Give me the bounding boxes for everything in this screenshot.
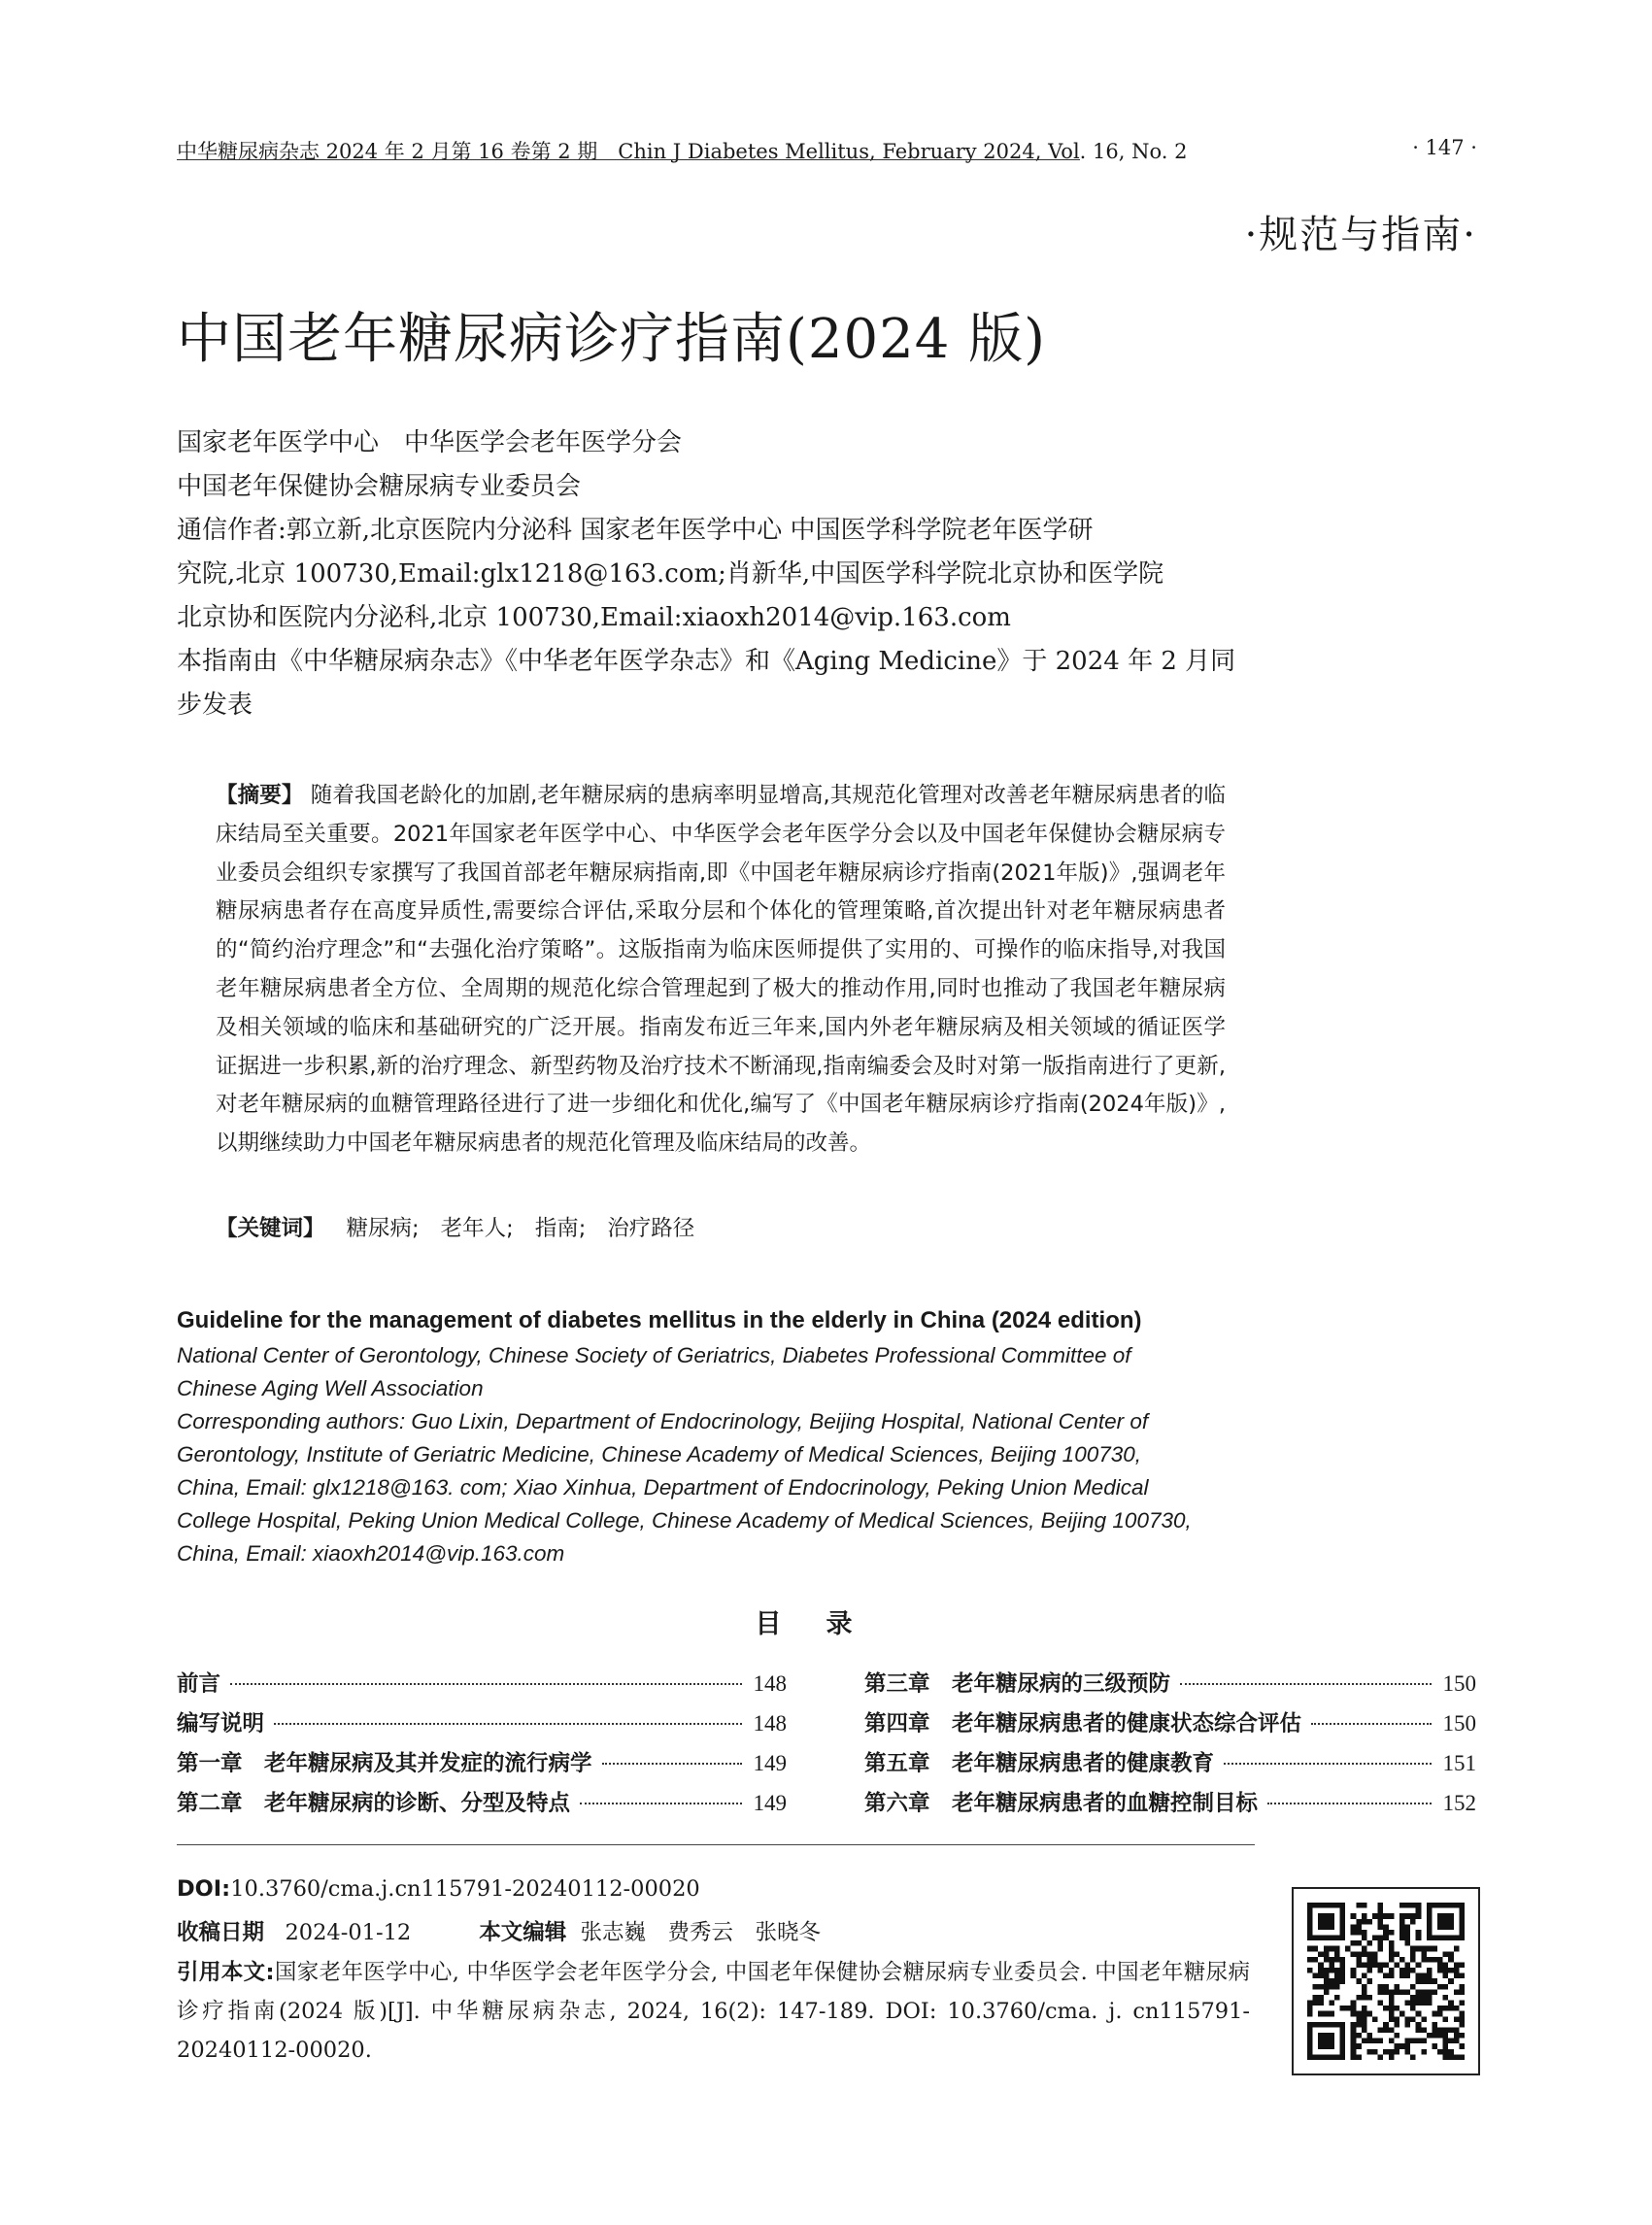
keywords-label: 【关键词】: [216, 1216, 325, 1241]
toc-leader-dots: [274, 1723, 742, 1725]
footer-rule: [177, 1844, 1255, 1845]
citation: [177, 1953, 1250, 2070]
publication-note-line: 本指南由《中华糖尿病杂志》《中华老年医学杂志》和《Aging Medicine》于 2024 年 2 月同: [177, 647, 1236, 676]
received-editor-line: [177, 1915, 821, 1946]
toc-entry-label: 第三章 老年糖尿病的三级预防: [864, 1671, 1171, 1697]
running-header: 中华糖尿病杂志 2024 年 2 月第 16 卷第 2 期 Chin J Diabetes Mellitus, February 2024, Vol. 16, No. 2: [177, 140, 1188, 163]
toc-entry-page: 149: [753, 1791, 787, 1815]
english-corresponding-line: China, Email: xiaoxh2014@vip.163.com: [177, 1541, 565, 1566]
abstract-label: 【摘要】: [216, 783, 304, 808]
toc-heading: 目录: [755, 1609, 897, 1639]
toc-leader-dots: [1311, 1723, 1432, 1725]
toc-left-column: [177, 1667, 787, 1826]
english-authors-line: National Center of Gerontology, Chinese Society of Geriatrics, Diabetes Professional Committee of: [177, 1343, 1131, 1367]
keyword: 糖尿病;: [346, 1216, 420, 1241]
abstract: [216, 777, 1226, 1163]
citation-text: 国家老年医学中心, 中华医学会老年医学分会, 中国老年保健协会糖尿病专业委员会. 中国老年糖尿病诊疗指南(2024 版)[J]. 中华糖尿病杂志, 2024, 16(2): 147-189. DOI: 10.3760/cma. j. cn115791-20240112-00020.: [177, 1960, 1251, 2063]
toc-leader-dots: [1267, 1803, 1432, 1804]
toc-entry-label: 第二章 老年糖尿病的诊断、分型及特点: [177, 1791, 571, 1816]
english-title: Guideline for the management of diabetes mellitus in the elderly in China (2024 edition): [177, 1307, 1142, 1333]
author-organization-line: 国家老年医学中心 中华医学会老年医学分会: [177, 428, 683, 457]
toc-entry-page: 150: [1442, 1711, 1476, 1736]
toc-entry-label: 第四章 老年糖尿病患者的健康状态综合评估: [864, 1711, 1302, 1736]
publication-note-line: 步发表: [177, 691, 253, 720]
toc-entry-page: 150: [1442, 1671, 1476, 1696]
toc-entry-label: 第一章 老年糖尿病及其并发症的流行病学: [177, 1751, 592, 1776]
keyword: 治疗路径: [607, 1216, 695, 1241]
abstract-text: 随着我国老龄化的加剧,老年糖尿病的患病率明显增高,其规范化管理对改善老年糖尿病患者的临床结局至关重要。2021年国家老年医学中心、中华医学会老年医学分会以及中国老年保健协会糖尿病专业委员会组织专家撰写了我国首部老年糖尿病指南,即《中国老年糖尿病诊疗指南(2021年版)》,强调老年糖尿病患者存在高度异质性,需要综合评估,采取分层和个体化的管理策略,首次提出针对老年糖尿病患者的“简约治疗理念”和“去强化治疗策略”。这版指南为临床医师提供了实用的、可操作的临床指导,对我国老年糖尿病患者全方位、全周期的规范化综合管理起到了极大的推动作用,同时也推动了我国老年糖尿病及相关领域的临床和基础研究的广泛开展。指南发布近三年来,国内外老年糖尿病及相关领域的循证医学证据进一步积累,新的治疗理念、新型药物及治疗技术不断涌现,指南编委会及时对第一版指南进行了更新,对老年糖尿病的血糖管理路径进行了进一步细化和优化,编写了《中国老年糖尿病诊疗指南(2024年版)》,以期继续助力中国老年糖尿病患者的规范化管理及临床结局的改善。: [216, 783, 1226, 1157]
corresponding-author-line: 究院,北京 100730,Email:glx1218@163.com;肖新华,中国医学科学院北京协和医学院: [177, 559, 1164, 589]
editor-label: 本文编辑: [479, 1920, 567, 1945]
received-label: 收稿日期: [177, 1920, 265, 1945]
toc-entry[interactable]: [177, 1667, 787, 1706]
section-tag: ·规范与指南·: [1244, 213, 1477, 257]
toc-right-column: [864, 1667, 1476, 1826]
page-number: · 147 ·: [1412, 136, 1477, 159]
toc-entry[interactable]: [177, 1786, 787, 1826]
keywords: [216, 1211, 694, 1242]
toc-entry-page: 148: [753, 1671, 787, 1696]
toc-entry-label: 第五章 老年糖尿病患者的健康教育: [864, 1751, 1215, 1776]
keyword: 指南;: [534, 1216, 587, 1241]
corresponding-author-line: 北京协和医院内分泌科,北京 100730,Email:xiaoxh2014@vip.163.com: [177, 603, 1011, 632]
citation-label: 引用本文:: [177, 1960, 275, 1985]
header-rule: [177, 159, 1080, 160]
toc-entry-page: 151: [1442, 1751, 1476, 1775]
author-organization-line: 中国老年保健协会糖尿病专业委员会: [177, 472, 582, 501]
qr-code-icon[interactable]: [1307, 1903, 1465, 2060]
toc-leader-dots: [230, 1683, 742, 1685]
article-title: 中国老年糖尿病诊疗指南(2024 版): [177, 308, 1047, 371]
english-corresponding-line: China, Email: glx1218@163. com; Xiao Xinhua, Department of Endocrinology, Peking Union Medical: [177, 1475, 1149, 1500]
toc-leader-dots: [580, 1803, 742, 1804]
english-corresponding-line: Corresponding authors: Guo Lixin, Department of Endocrinology, Beijing Hospital, National Center of: [177, 1409, 1149, 1433]
toc-entry[interactable]: [864, 1746, 1476, 1786]
doi-label: DOI:: [177, 1876, 231, 1902]
toc-entry[interactable]: [864, 1786, 1476, 1826]
corresponding-author-line: 通信作者:郭立新,北京医院内分泌科 国家老年医学中心 中国医学科学院老年医学研: [177, 516, 1094, 545]
toc-leader-dots: [602, 1763, 742, 1765]
received-date: 2024-01-12: [285, 1920, 412, 1945]
qr-code-frame: [1292, 1887, 1480, 2075]
toc-entry[interactable]: [177, 1706, 787, 1746]
toc-entry-label: 前言: [177, 1671, 221, 1697]
toc-entry[interactable]: [864, 1706, 1476, 1746]
toc-entry-page: 149: [753, 1751, 787, 1775]
editor-names: 张志巍 费秀云 张晓冬: [580, 1920, 822, 1945]
doi-line: [177, 1876, 700, 1902]
keyword: 老年人;: [440, 1216, 514, 1241]
toc-entry[interactable]: [864, 1667, 1476, 1706]
toc-leader-dots: [1224, 1763, 1432, 1765]
toc-entry-label: 第六章 老年糖尿病患者的血糖控制目标: [864, 1791, 1259, 1816]
english-corresponding-line: Gerontology, Institute of Geriatric Medicine, Chinese Academy of Medical Sciences, Beijing 100730,: [177, 1442, 1142, 1466]
doi-link[interactable]: 10.3760/cma.j.cn115791-20240112-00020: [230, 1876, 700, 1902]
toc-entry-page: 152: [1442, 1791, 1476, 1815]
toc-entry-label: 编写说明: [177, 1711, 265, 1736]
toc-entry[interactable]: [177, 1746, 787, 1786]
toc-leader-dots: [1180, 1683, 1432, 1685]
toc-entry-page: 148: [753, 1711, 787, 1736]
english-authors-line: Chinese Aging Well Association: [177, 1376, 484, 1400]
english-corresponding-line: College Hospital, Peking Union Medical College, Chinese Academy of Medical Sciences, Beijing 100730,: [177, 1508, 1192, 1533]
